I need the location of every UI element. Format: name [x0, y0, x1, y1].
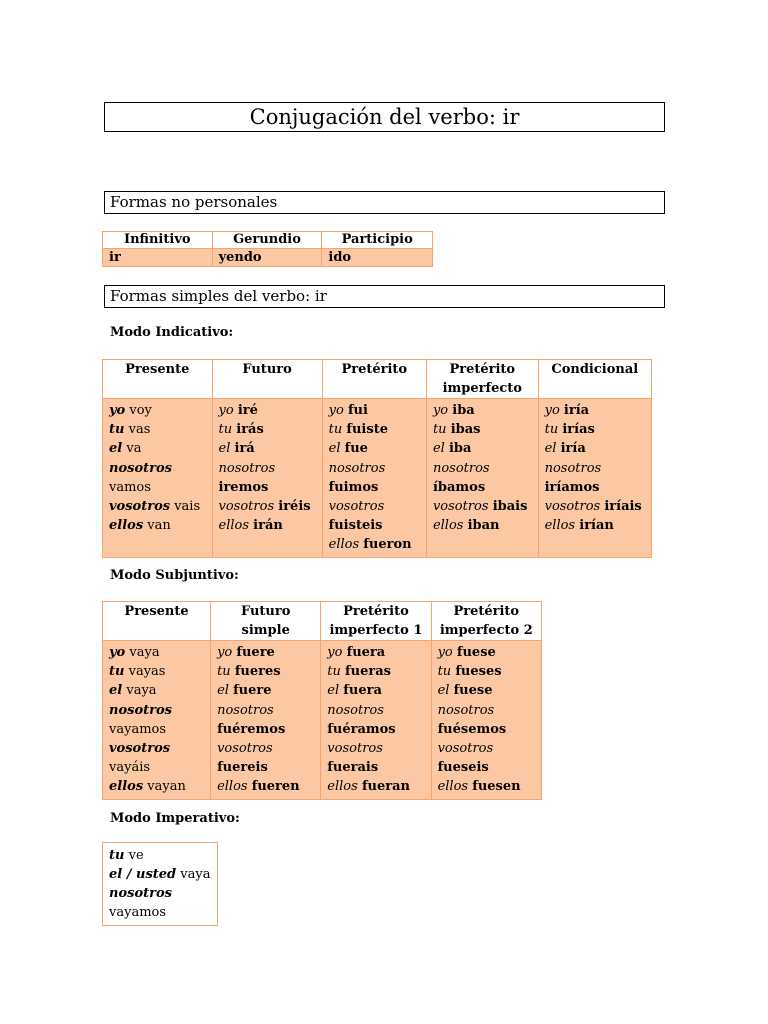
conjugation-line: [329, 459, 420, 478]
conjugation-line: [109, 497, 206, 516]
verb-form: fui: [347, 403, 368, 418]
ind-header-preterito: Pretérito: [322, 360, 426, 399]
verb-form: irías: [562, 422, 595, 438]
conjugation-line: [433, 439, 532, 458]
pronoun: vosotros: [218, 499, 275, 515]
verb-form: vamos: [109, 479, 151, 495]
verb-form: ve: [128, 848, 144, 863]
verb-form: vayas: [128, 664, 166, 680]
verb-form: iréis: [278, 499, 311, 515]
label-imperativo: Modo Imperativo:: [110, 811, 240, 826]
header-infinitivo: Infinitivo: [103, 232, 213, 249]
verb-form: iría: [560, 441, 586, 457]
conjugation-line: [219, 439, 316, 458]
pronoun: yo: [109, 403, 126, 418]
page-title: Conjugación del verbo: ir: [104, 102, 665, 132]
conjugation-line: [219, 497, 316, 516]
verb-form: fuéremos: [217, 721, 286, 737]
pronoun: ellos: [432, 518, 464, 534]
pronoun: vosotros: [437, 741, 494, 757]
verb-form: fuese: [453, 683, 493, 699]
conjugation-line: [327, 739, 424, 758]
ind-col-presente: [103, 399, 213, 558]
pronoun: vosotros: [109, 741, 171, 757]
verb-form: irán: [253, 518, 283, 534]
verb-form: vaya: [180, 867, 211, 882]
conjugation-line: [327, 643, 424, 662]
ind-col-imperfecto: [426, 399, 538, 558]
conjugation-line: [327, 777, 424, 796]
verb-form: fueseis: [437, 760, 489, 776]
conjugation-line: [217, 701, 314, 720]
conjugation-line: [329, 478, 420, 497]
pronoun: vosotros: [109, 499, 171, 515]
pronoun: tu: [437, 664, 452, 680]
conjugation-line: [329, 516, 420, 535]
conjugation-line: [545, 516, 645, 535]
conjugation-line: [545, 459, 645, 478]
conjugation-line: [109, 739, 204, 758]
verb-form: fuera: [343, 683, 382, 699]
verb-form: fuimos: [328, 479, 379, 495]
pronoun: el: [544, 441, 557, 457]
ind-header-futuro: Futuro: [212, 360, 322, 399]
verb-form: iré: [237, 403, 258, 418]
verb-form: fue: [344, 441, 368, 457]
conjugation-line: [329, 401, 420, 420]
sub-header-futuro: Futuro simple: [211, 602, 321, 641]
pronoun: vosotros: [327, 741, 383, 757]
verb-form: fueres: [234, 664, 281, 680]
verb-form: fuésemos: [437, 721, 507, 737]
pronoun: ellos: [328, 537, 360, 553]
conjugation-line: [109, 720, 204, 739]
conjugation-line: [433, 478, 532, 497]
pronoun: tu: [432, 422, 447, 438]
pronoun: tu: [217, 664, 231, 680]
conjugation-line: [329, 497, 420, 516]
pronoun: ellos: [217, 779, 248, 795]
conjugation-line: [109, 459, 206, 478]
conjugation-line: [433, 401, 532, 420]
pronoun: ellos: [109, 518, 144, 534]
conjugation-line: [217, 739, 314, 758]
conjugation-line: [109, 884, 211, 903]
pronoun: yo: [544, 403, 560, 418]
pronoun: el: [327, 683, 340, 699]
conjugation-line: [329, 535, 420, 554]
conjugation-line: [109, 478, 206, 497]
conjugation-line: [109, 846, 211, 865]
conjugation-line: [438, 720, 535, 739]
ind-header-presente: Presente: [103, 360, 213, 399]
verb-form: fuera: [346, 645, 386, 660]
pronoun: el: [218, 441, 231, 457]
pronoun: yo: [109, 645, 126, 660]
no-personales-table: [102, 231, 433, 267]
verb-form: fueron: [363, 537, 412, 553]
ind-col-futuro: [212, 399, 322, 558]
verb-form: vas: [128, 422, 151, 438]
conjugation-line: [109, 758, 204, 777]
verb-form: vayan: [147, 779, 186, 795]
pronoun: el: [437, 683, 450, 699]
conjugation-line: [438, 739, 535, 758]
pronoun: ellos: [327, 779, 358, 795]
conjugation-line: [109, 643, 204, 662]
verb-form: iríamos: [544, 479, 600, 495]
pronoun: vosotros: [544, 499, 601, 515]
verb-form: fuesen: [472, 779, 521, 795]
conjugation-line: [109, 865, 211, 884]
verb-form: fueran: [361, 779, 410, 795]
verb-form: íbamos: [432, 479, 486, 495]
pronoun: yo: [432, 403, 449, 418]
conjugation-line: [327, 720, 424, 739]
section-formas-simples: Formas simples del verbo: ir: [104, 285, 665, 308]
pronoun: nosotros: [217, 702, 274, 718]
label-indicativo: Modo Indicativo:: [110, 325, 234, 340]
pronoun: vosotros: [217, 741, 273, 757]
header-gerundio: Gerundio: [212, 232, 322, 249]
conjugation-line: [217, 681, 314, 700]
verb-form: fuerais: [327, 760, 379, 776]
pronoun: yo: [217, 645, 233, 660]
pronoun: tu: [218, 422, 233, 438]
verb-form: iríais: [604, 499, 642, 515]
pronoun: nosotros: [109, 702, 172, 718]
conjugation-line: [217, 643, 314, 662]
pronoun: yo: [328, 403, 344, 418]
conjugation-line: [329, 420, 420, 439]
pronoun: el: [217, 683, 229, 699]
pronoun: nosotros: [109, 886, 172, 901]
verb-form: fuéramos: [327, 721, 396, 737]
verb-form: irá: [234, 441, 255, 457]
conjugation-line: [109, 420, 206, 439]
conjugation-line: [217, 758, 314, 777]
conjugation-line: [217, 720, 314, 739]
pronoun: ellos: [544, 518, 576, 534]
verb-form: fuere: [236, 645, 275, 660]
pronoun: nosotros: [544, 460, 602, 476]
conjugation-line: [109, 662, 204, 681]
verb-form: fueren: [251, 779, 300, 795]
pronoun: el / usted: [109, 867, 177, 882]
pronoun: nosotros: [327, 702, 384, 718]
pronoun: ellos: [109, 779, 144, 795]
verb-form: voy: [129, 403, 152, 418]
verb-form: va: [126, 441, 142, 457]
verb-form: van: [147, 518, 171, 534]
pronoun: yo: [437, 645, 453, 660]
value-infinitivo: ir: [103, 249, 213, 267]
pronoun: nosotros: [328, 460, 386, 476]
conjugation-line: [433, 497, 532, 516]
conjugation-line: [109, 516, 206, 535]
conjugation-line: [109, 701, 204, 720]
pronoun: nosotros: [437, 702, 495, 718]
sub-col-futuro: [211, 641, 321, 800]
conjugation-line: [438, 758, 535, 777]
sub-col-imperfecto-2: [431, 641, 541, 800]
verb-form: vayamos: [109, 905, 167, 920]
sub-header-presente: Presente: [103, 602, 211, 641]
verb-form: iría: [563, 403, 590, 418]
verb-form: fuere: [233, 683, 272, 699]
value-gerundio: yendo: [212, 249, 322, 267]
pronoun: tu: [109, 422, 125, 438]
sub-header-imperfecto-1: Pretérito imperfecto 1: [321, 602, 431, 641]
verb-form: ibas: [450, 422, 481, 438]
pronoun: tu: [328, 422, 343, 438]
conjugation-line: [438, 643, 535, 662]
sub-col-imperfecto-1: [321, 641, 431, 800]
pronoun: vosotros: [432, 499, 489, 515]
conjugation-line: [219, 478, 316, 497]
verb-form: vayamos: [109, 721, 167, 737]
conjugation-line: [327, 662, 424, 681]
pronoun: ellos: [437, 779, 469, 795]
pronoun: el: [432, 441, 445, 457]
conjugation-line: [433, 516, 532, 535]
header-participio: Participio: [322, 232, 433, 249]
verb-form: vaya: [129, 645, 160, 660]
conjugation-line: [545, 401, 645, 420]
conjugation-line: [217, 662, 314, 681]
conjugation-line: [438, 701, 535, 720]
conjugation-line: [219, 420, 316, 439]
verb-form: iba: [452, 403, 475, 418]
ind-header-condicional: Condicional: [538, 360, 651, 399]
conjugation-line: [109, 439, 206, 458]
verb-form: iremos: [218, 479, 269, 495]
verb-form: fueras: [345, 664, 391, 680]
pronoun: ellos: [218, 518, 250, 534]
conjugation-line: [217, 777, 314, 796]
pronoun: el: [109, 683, 123, 699]
conjugation-line: [327, 701, 424, 720]
conjugation-line: [545, 439, 645, 458]
value-participio: ido: [322, 249, 433, 267]
label-subjuntivo: Modo Subjuntivo:: [110, 568, 239, 583]
pronoun: el: [328, 441, 341, 457]
conjugation-line: [438, 681, 535, 700]
conjugation-line: [545, 478, 645, 497]
verb-form: vayáis: [109, 760, 151, 776]
conjugation-line: [109, 401, 206, 420]
verb-form: ibais: [492, 499, 528, 515]
conjugation-line: [327, 758, 424, 777]
conjugation-line: [327, 681, 424, 700]
pronoun: yo: [218, 403, 234, 418]
verb-form: iba: [448, 441, 472, 457]
verb-form: fuese: [456, 645, 496, 660]
conjugation-line: [545, 497, 645, 516]
verb-form: fuisteis: [328, 518, 383, 534]
conjugation-line: [219, 516, 316, 535]
conjugation-line: [329, 439, 420, 458]
pronoun: vosotros: [328, 499, 385, 515]
pronoun: tu: [327, 664, 341, 680]
conjugation-line: [438, 662, 535, 681]
verb-form: fuiste: [346, 422, 388, 438]
verb-form: iban: [467, 518, 500, 534]
indicativo-table: [102, 359, 652, 558]
conjugation-line: [109, 777, 204, 796]
conjugation-line: [219, 401, 316, 420]
conjugation-line: [219, 459, 316, 478]
pronoun: tu: [109, 664, 125, 680]
verb-form: vais: [174, 499, 201, 515]
sub-col-presente: [103, 641, 211, 800]
verb-form: irían: [579, 518, 614, 534]
conjugation-line: [545, 420, 645, 439]
verb-form: irás: [236, 422, 264, 438]
pronoun: nosotros: [109, 460, 172, 476]
pronoun: el: [109, 441, 123, 457]
verb-form: vaya: [126, 683, 157, 699]
ind-col-condicional: [538, 399, 651, 558]
imperativo-table: [102, 842, 218, 926]
pronoun: tu: [544, 422, 559, 438]
conjugation-line: [438, 777, 535, 796]
conjugation-line: [109, 903, 211, 922]
verb-form: fuereis: [217, 760, 268, 776]
pronoun: nosotros: [432, 460, 490, 476]
sub-header-imperfecto-2: Pretérito imperfecto 2: [431, 602, 541, 641]
ind-col-preterito: [322, 399, 426, 558]
imp-col: [103, 843, 218, 926]
verb-form: fueses: [455, 664, 502, 680]
conjugation-line: [433, 420, 532, 439]
conjugation-line: [109, 681, 204, 700]
section-no-personales: Formas no personales: [104, 191, 665, 214]
conjugation-line: [433, 459, 532, 478]
pronoun: yo: [327, 645, 343, 660]
pronoun: tu: [109, 848, 125, 863]
subjuntivo-table: [102, 601, 542, 800]
pronoun: nosotros: [218, 460, 276, 476]
ind-header-imperfecto: Pretérito imperfecto: [426, 360, 538, 399]
